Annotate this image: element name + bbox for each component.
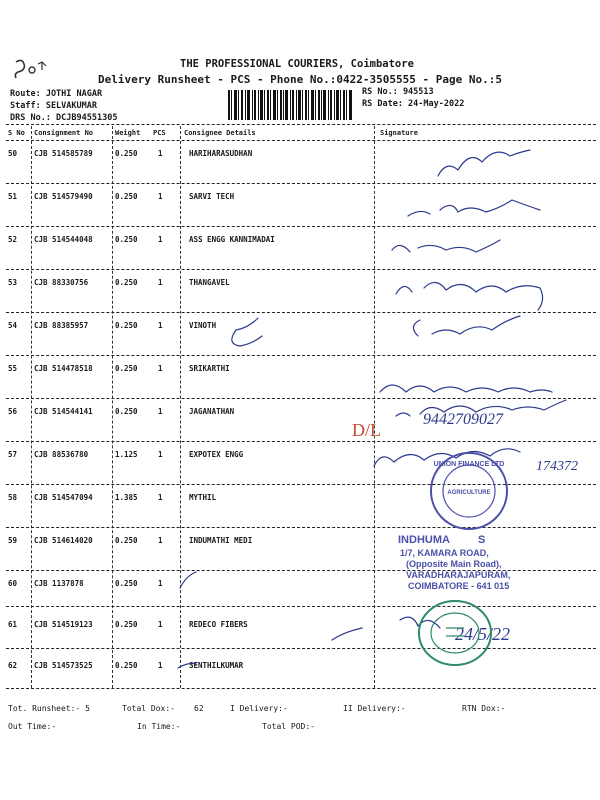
row-weight: 0.250 xyxy=(115,364,138,373)
row-rule xyxy=(6,398,596,399)
stamp-address-2: (Opposite Main Road), xyxy=(406,559,502,569)
row-pcs: 1 xyxy=(158,450,163,459)
total-dox-label: Total Dox:- xyxy=(122,704,175,713)
row-consignee: SRIKARTHI xyxy=(189,364,230,373)
row-consignee: ASS ENGG KANNIMADAI xyxy=(189,235,275,244)
row-weight: 0.250 xyxy=(115,321,138,330)
out-time: Out Time:- xyxy=(8,722,57,731)
row-sno: 56 xyxy=(8,407,18,416)
row-weight: 0.250 xyxy=(115,620,138,629)
staff-label: Staff: SELVAKUMAR xyxy=(10,101,97,111)
handwritten-phone-row56: 9442709027 xyxy=(423,411,503,428)
round-seal-icon xyxy=(428,450,510,532)
column-header-weight: Weight xyxy=(115,129,141,137)
rtn-dox: RTN Dox:- xyxy=(462,704,506,713)
row-weight: 0.250 xyxy=(115,579,138,588)
row-pcs: 1 xyxy=(158,493,163,502)
row-sno: 55 xyxy=(8,364,18,373)
row-weight: 0.250 xyxy=(115,192,138,201)
row-pcs: 1 xyxy=(158,235,163,244)
row-consignment: CJB 88536780 xyxy=(34,450,89,459)
row-weight: 0.250 xyxy=(115,278,138,287)
round-seal-center: AGRICULTURE xyxy=(447,490,491,496)
row-consignment: CJB 514579490 xyxy=(34,192,93,201)
row-pcs: 1 xyxy=(158,620,163,629)
row-consignment: CJB 514544141 xyxy=(34,407,93,416)
i-delivery: I Delivery:- xyxy=(230,704,288,713)
row-consignment: CJB 514544048 xyxy=(34,235,93,244)
row-consignment: CJB 514614020 xyxy=(34,536,93,545)
row-sno: 52 xyxy=(8,235,18,244)
row-consignee: HARIHARASUDHAN xyxy=(189,149,253,158)
row-pcs: 1 xyxy=(158,661,163,670)
row-consignment: CJB 88330756 xyxy=(34,278,89,287)
company-logo-icon xyxy=(12,58,52,80)
row-pcs: 1 xyxy=(158,407,163,416)
table-top-rule xyxy=(6,124,596,125)
row-consignee: EXPOTEX ENGG xyxy=(189,450,244,459)
row-consignee: VINOTH xyxy=(189,321,217,330)
column-header-consignee: Consignee Details xyxy=(184,129,256,137)
row-sno: 62 xyxy=(8,661,18,670)
row-pcs: 1 xyxy=(158,536,163,545)
document-subtitle: Delivery Runsheet - PCS - Phone No.:0422-3505555 - Page No.:5 xyxy=(98,73,502,86)
rs-number: RS No.: 945513 xyxy=(362,87,434,97)
document-title: THE PROFESSIONAL COURIERS, Coimbatore xyxy=(180,58,414,70)
row-weight: 0.250 xyxy=(115,149,138,158)
row-rule xyxy=(6,183,596,184)
column-divider xyxy=(112,126,113,688)
row-consignee: SENTHILKUMAR xyxy=(189,661,244,670)
column-header-pcs: PCS xyxy=(153,129,166,137)
row-sno: 53 xyxy=(8,278,18,287)
row-rule xyxy=(6,648,596,649)
row-consignment: CJB 88385957 xyxy=(34,321,89,330)
total-dox-value: 62 xyxy=(194,704,204,713)
column-divider xyxy=(31,126,32,688)
delivered-mark: D/L xyxy=(352,420,381,440)
row-rule xyxy=(6,606,596,607)
handwritten-stamp-date: 24/5/22 xyxy=(455,624,511,644)
row-sno: 58 xyxy=(8,493,18,502)
rs-date: RS Date: 24-May-2022 xyxy=(362,99,465,109)
column-divider xyxy=(180,126,181,688)
table-header-rule xyxy=(6,140,596,141)
row-sno: 61 xyxy=(8,620,18,629)
ii-delivery: II Delivery:- xyxy=(343,704,406,713)
stamp-address-4: COIMBATORE - 641 015 xyxy=(408,581,510,591)
in-time: In Time:- xyxy=(137,722,181,731)
row-pcs: 1 xyxy=(158,278,163,287)
row-consignment: CJB 514478518 xyxy=(34,364,93,373)
column-header-signature: Signature xyxy=(380,129,418,137)
total-runsheet: Tot. Runsheet:- 5 xyxy=(8,704,90,713)
green-seal-icon xyxy=(416,598,494,668)
row-rule xyxy=(6,226,596,227)
row-weight: 0.250 xyxy=(115,235,138,244)
row-consignee: SARVI TECH xyxy=(189,192,235,201)
row-consignee: JAGANATHAN xyxy=(189,407,235,416)
row-rule xyxy=(6,441,596,442)
stamp-name: INDHUMA S xyxy=(398,534,486,546)
stamp-address-1: 1/7, KAMARA ROAD, xyxy=(400,548,489,558)
table-bottom-rule xyxy=(6,688,596,689)
row-weight: 0.250 xyxy=(115,536,138,545)
row-consignee: INDUMATHI MEDI xyxy=(189,536,253,545)
row-rule xyxy=(6,312,596,313)
row-sno: 57 xyxy=(8,450,18,459)
top-margin xyxy=(0,0,600,52)
barcode-icon xyxy=(228,90,352,120)
round-seal-text: UNION FINANCE LTD xyxy=(433,461,505,468)
route-label: Route: JOTHI NAGAR xyxy=(10,89,103,99)
row-weight: 1.125 xyxy=(115,450,138,459)
stamp-address-3: VARADHARAJAPURAM, xyxy=(406,570,511,580)
row-consignment: CJB 514519123 xyxy=(34,620,93,629)
row-sno: 50 xyxy=(8,149,18,158)
row-weight: 0.250 xyxy=(115,661,138,670)
row-consignee: REDECO FIBERS xyxy=(189,620,248,629)
row-pcs: 1 xyxy=(158,149,163,158)
row-sno: 54 xyxy=(8,321,18,330)
row-consignee: THANGAVEL xyxy=(189,278,230,287)
row-sno: 60 xyxy=(8,579,18,588)
drs-number: DRS No.: DCJB94551305 xyxy=(10,113,118,123)
column-divider xyxy=(374,126,375,688)
handwritten-phone-row57: 174372 xyxy=(536,459,578,474)
row-rule xyxy=(6,355,596,356)
total-pod: Total POD:- xyxy=(262,722,315,731)
row-weight: 1.385 xyxy=(115,493,138,502)
column-header-consignment: Consignment No xyxy=(34,129,94,137)
row-sno: 51 xyxy=(8,192,18,201)
row-pcs: 1 xyxy=(158,579,163,588)
row-consignment: CJB 514585789 xyxy=(34,149,93,158)
row-sno: 59 xyxy=(8,536,18,545)
row-pcs: 1 xyxy=(158,192,163,201)
row-weight: 0.250 xyxy=(115,407,138,416)
row-consignment: CJB 514547094 xyxy=(34,493,93,502)
row-consignment: CJB 1137878 xyxy=(34,579,84,588)
row-rule xyxy=(6,269,596,270)
row-consignment: CJB 514573525 xyxy=(34,661,93,670)
row-pcs: 1 xyxy=(158,321,163,330)
row-pcs: 1 xyxy=(158,364,163,373)
row-consignee: MYTHIL xyxy=(189,493,217,502)
column-header-sno: S No xyxy=(8,129,25,137)
